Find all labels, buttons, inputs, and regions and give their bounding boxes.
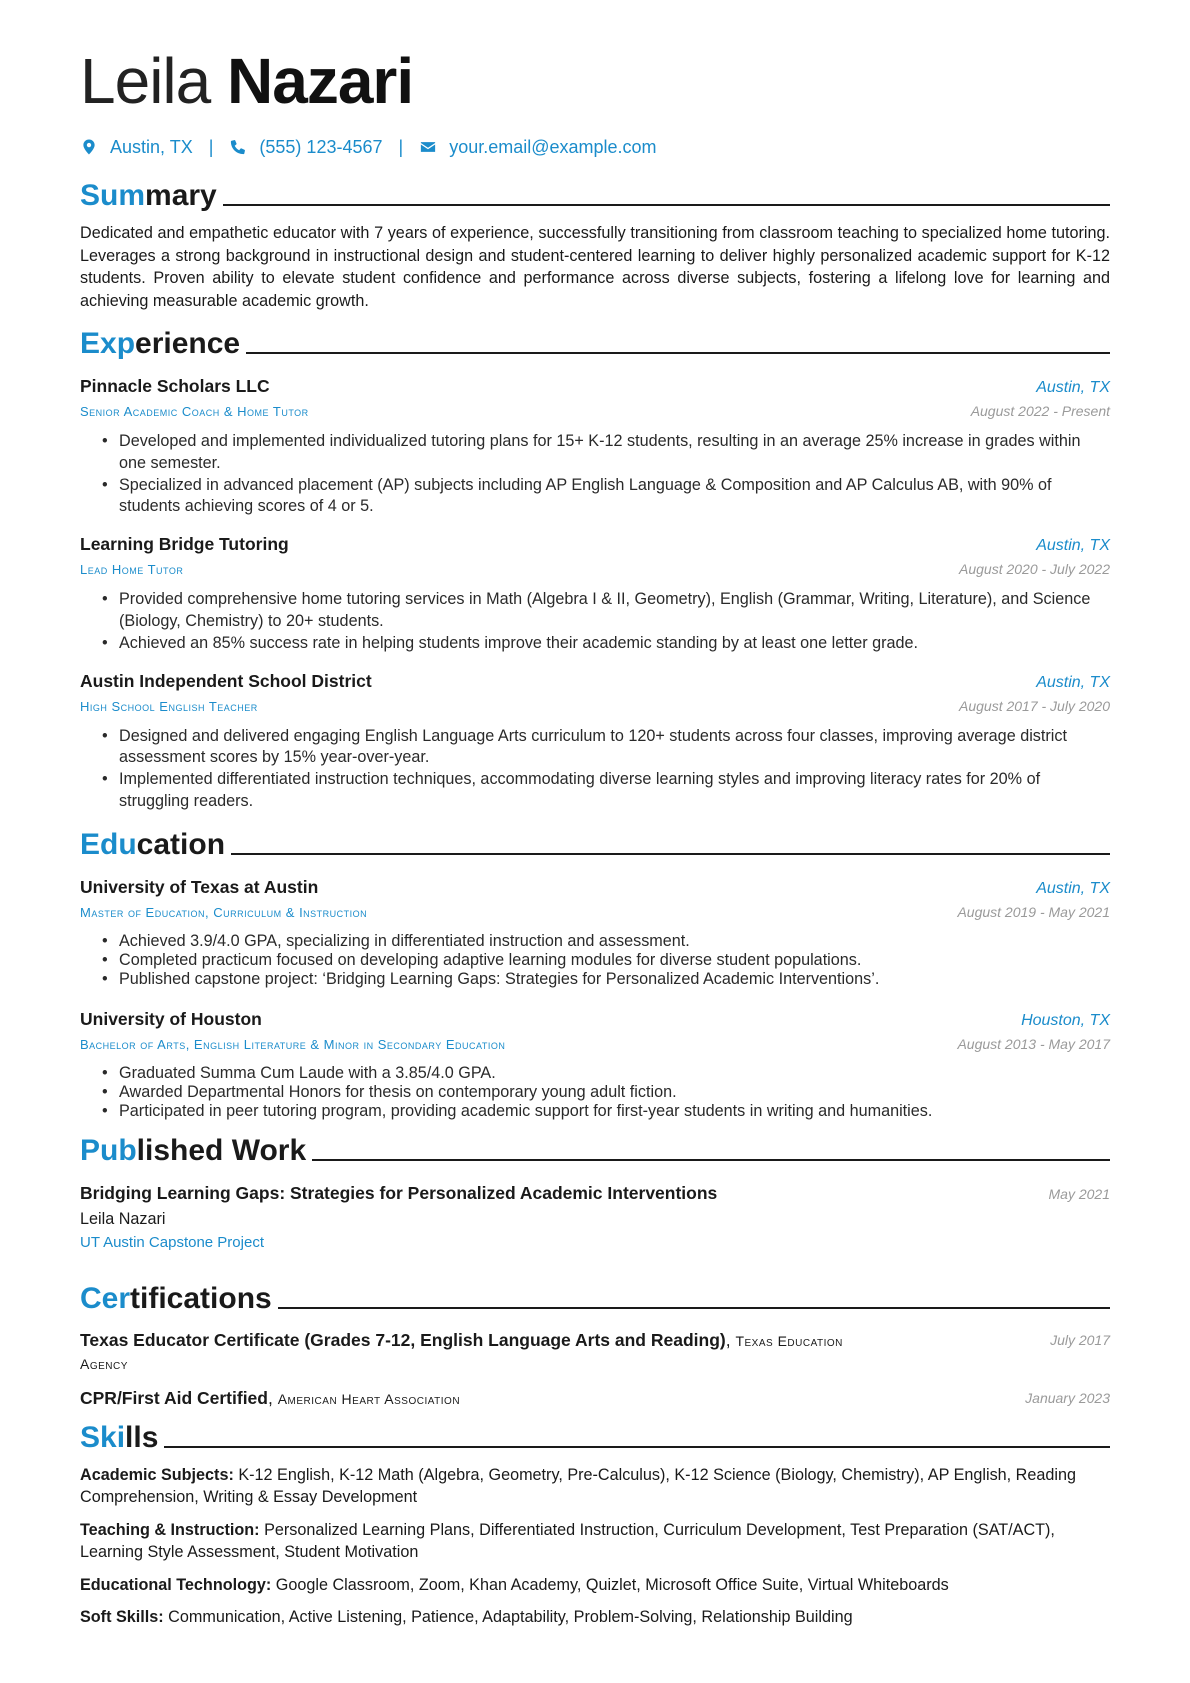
candidate-name xyxy=(80,42,1110,120)
job-title: Senior Academic Coach & Home Tutor xyxy=(80,404,309,419)
job-dates: August 2020 - July 2022 xyxy=(959,561,1110,578)
skill-label: Teaching & Instruction: xyxy=(80,1520,260,1539)
contact-location xyxy=(80,137,193,158)
employer-name: Pinnacle Scholars LLC xyxy=(80,376,270,396)
map-pin-icon xyxy=(80,138,98,156)
section-divider xyxy=(231,853,1110,855)
email-text: your.email@example.com xyxy=(449,136,657,157)
bullet-list xyxy=(80,589,1110,654)
section-heading-certifications: Certifications xyxy=(80,1277,1110,1317)
skill-group xyxy=(80,1606,1110,1629)
bullet-item: • Graduated Summa Cum Laude with a 3.85/4.0 GPA. xyxy=(102,1064,1110,1083)
bullet-list xyxy=(80,726,1110,813)
education-entry xyxy=(80,1007,1110,1121)
school-location: Houston, TX xyxy=(1021,1011,1110,1029)
skill-label: Soft Skills: xyxy=(80,1608,164,1627)
section-heading-skills: Skills xyxy=(80,1416,1110,1456)
employer-name: Learning Bridge Tutoring xyxy=(80,534,289,555)
section-divider xyxy=(164,1446,1110,1448)
location-text: Austin, TX xyxy=(110,136,193,157)
job-location: Austin, TX xyxy=(1036,673,1110,691)
certification-issuer: American Heart Association xyxy=(277,1390,461,1407)
section-divider xyxy=(246,352,1110,354)
job-title: High School English Teacher xyxy=(80,698,258,714)
last-name: Nazari xyxy=(227,45,414,117)
experience-entry xyxy=(80,532,1110,654)
publication-title: Bridging Learning Gaps: Strategies for Personalized Academic Interventions xyxy=(80,1182,718,1203)
bullet-list xyxy=(80,932,1110,989)
publication-author: Leila Nazari xyxy=(80,1209,166,1228)
contact-email[interactable] xyxy=(419,137,656,158)
bullet-item: • Specialized in advanced placement (AP) subjects including AP English Language & Composition and AP Calculus AB, with 90% of students achieving scores of 4 or 5. xyxy=(102,475,1110,519)
school-dates: August 2019 - May 2021 xyxy=(957,903,1110,920)
bullet-item: • Published capstone project: ‘Bridging Learning Gaps: Strategies for Personalized Academic Interventions’. xyxy=(102,970,1110,989)
education-entry xyxy=(80,875,1110,989)
section-heading-education: Education xyxy=(80,823,1110,863)
certification-issuer: Texas Education Agency xyxy=(80,1332,843,1372)
skill-values: Google Classroom, Zoom, Khan Academy, Quizlet, Microsoft Office Suite, Virtual Whiteboards xyxy=(275,1575,949,1594)
envelope-icon xyxy=(419,138,437,156)
experience-entry xyxy=(80,669,1110,813)
school-name: University of Texas at Austin xyxy=(80,876,319,897)
skill-group xyxy=(80,1464,1110,1509)
publication-entry xyxy=(80,1181,1110,1255)
school-location: Austin, TX xyxy=(1036,879,1110,897)
certification-date: July 2017 xyxy=(1050,1331,1110,1348)
publication-venue: UT Austin Capstone Project xyxy=(80,1233,264,1251)
section-divider xyxy=(278,1307,1110,1309)
bullet-item: • Participated in peer tutoring program, providing academic support for first-year students in writing and humanities. xyxy=(102,1102,1110,1121)
certification-entry: CPR/First Aid Certified, American Heart Association January 2023 xyxy=(80,1387,1110,1408)
job-location: Austin, TX xyxy=(1036,379,1110,396)
school-dates: August 2013 - May 2017 xyxy=(957,1035,1110,1052)
job-dates: August 2017 - July 2020 xyxy=(959,697,1110,714)
section-heading-published-work: Published Work xyxy=(80,1129,1110,1169)
bullet-item: • Achieved an 85% success rate in helping students improve their academic standing by at least one letter grade. xyxy=(102,633,1110,655)
skill-values: K-12 English, K-12 Math (Algebra, Geometry, Pre-Calculus), K-12 Science (Biology, Chemistry), AP English, Reading Comprehension, Writing & Essay Development xyxy=(80,1465,1076,1507)
skill-group xyxy=(80,1574,1110,1597)
bullet-item: • Completed practicum focused on developing adaptive learning modules for diverse student populations. xyxy=(102,951,1110,970)
summary-text: Dedicated and empathetic educator with 7 years of experience, successfully transitioning from classroom teaching to specialized home tutoring. Leverages a strong background in instructional design and student-centered learning to deliver highly personalized academic support for K-12 students. Proven ability to elevate student confidence and performance across diverse subjects, fostering a lifelong love for learning and achieving measurable academic growth. xyxy=(80,224,1110,310)
school-name: University of Houston xyxy=(80,1008,262,1029)
publication-date: May 2021 xyxy=(1048,1185,1110,1202)
phone-text: (555) 123-4567 xyxy=(259,136,383,157)
certification-date: January 2023 xyxy=(1025,1389,1110,1406)
contact-bar xyxy=(80,134,1110,160)
bullet-item: • Designed and delivered engaging English Language Arts curriculum to 120+ students across four classes, improving average district assessment scores by 15% year-over-year. xyxy=(102,726,1110,770)
job-title: Lead Home Tutor xyxy=(80,562,184,578)
certification-entry: Texas Educator Certificate (Grades 7-12, English Language Arts and Reading), Texas Education Agency July 2017 xyxy=(80,1329,1110,1372)
section-divider xyxy=(312,1159,1110,1161)
section-heading-summary: Summary xyxy=(80,174,1110,214)
skill-label: Educational Technology: xyxy=(80,1575,272,1594)
contact-separator: | xyxy=(208,136,214,157)
contact-separator: | xyxy=(398,136,404,157)
section-heading-experience: Experience xyxy=(80,322,1110,362)
job-location: Austin, TX xyxy=(1036,537,1110,555)
bullet-item: • Achieved 3.9/4.0 GPA, specializing in differentiated instruction and assessment. xyxy=(102,932,1110,951)
degree-title: Master of Education, Curriculum & Instruction xyxy=(80,904,368,920)
degree-title: Bachelor of Arts, English Literature & Minor in Secondary Education xyxy=(80,1036,506,1052)
bullet-item: • Awarded Departmental Honors for thesis on contemporary young adult fiction. xyxy=(102,1083,1110,1102)
job-dates: August 2022 - Present xyxy=(970,403,1110,419)
phone-icon xyxy=(229,138,247,156)
skill-values: Communication, Active Listening, Patience, Adaptability, Problem-Solving, Relationship Building xyxy=(168,1608,853,1627)
skill-group xyxy=(80,1519,1110,1564)
skill-label: Academic Subjects: xyxy=(80,1465,234,1484)
bullet-list xyxy=(80,1064,1110,1121)
first-name: Leila xyxy=(80,45,211,117)
employer-name: Austin Independent School District xyxy=(80,670,372,691)
bullet-item: • Provided comprehensive home tutoring services in Math (Algebra I & II, Geometry), English (Grammar, Writing, Literature), and Science (Biology, Chemistry) to 20+ students. xyxy=(102,589,1110,633)
section-divider xyxy=(223,204,1110,206)
skill-values: Personalized Learning Plans, Differentiated Instruction, Curriculum Development, Test Preparation (SAT/ACT), Learning Style Assessment, Student Motivation xyxy=(80,1520,1055,1562)
certification-name: Texas Educator Certificate (Grades 7-12, English Language Arts and Reading) xyxy=(80,1329,726,1350)
experience-entry xyxy=(80,374,1110,518)
bullet-list xyxy=(80,431,1110,518)
bullet-item: • Developed and implemented individualized tutoring plans for 15+ K-12 students, resulting in an average 25% increase in grades within one semester. xyxy=(102,431,1110,475)
certification-name: CPR/First Aid Certified xyxy=(80,1387,268,1408)
bullet-item: • Implemented differentiated instruction techniques, accommodating diverse learning styles and improving literacy rates for 20% of struggling readers. xyxy=(102,769,1110,813)
contact-phone[interactable] xyxy=(229,137,382,158)
